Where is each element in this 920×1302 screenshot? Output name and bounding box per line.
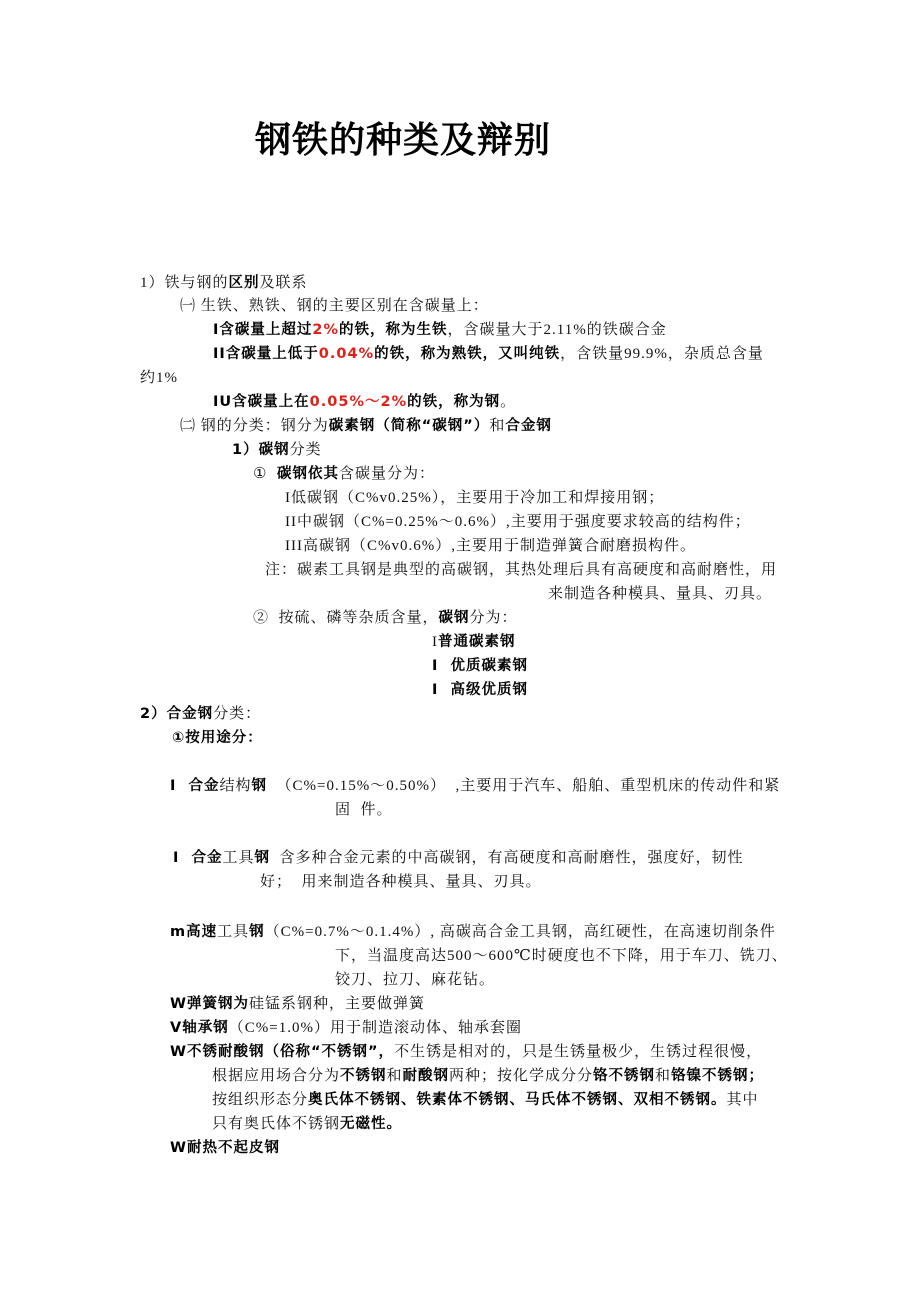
text-line xyxy=(170,922,776,942)
text-line xyxy=(140,704,261,724)
text-segment: ，含碳量大于2.11%的铁碳合金 xyxy=(447,322,667,338)
text-line xyxy=(170,1042,762,1062)
bold-text: ①按用途分： xyxy=(172,730,263,746)
document-title: 钢铁的种类及辩别 xyxy=(255,120,552,161)
bold-text: 的铁，称为钢 xyxy=(407,394,501,410)
bold-text: V轴承钢 xyxy=(170,1020,229,1036)
text-segment: 。 xyxy=(500,394,517,410)
text-segment: 工具 xyxy=(217,924,250,940)
text-segment: 含碳量分为： xyxy=(338,466,435,482)
bold-text: 普通碳素钢 xyxy=(438,634,516,650)
text-line xyxy=(213,320,667,340)
text-line xyxy=(253,464,435,484)
bold-text: 碳素钢（简称“碳钢”） xyxy=(328,418,490,434)
bold-text: W不锈耐酸钢（俗称“不锈钢”， xyxy=(170,1044,395,1060)
text-segment: I xyxy=(432,634,438,650)
bold-text: 无磁性。 xyxy=(340,1116,403,1132)
text-line xyxy=(335,970,495,990)
text-segment: 其中 xyxy=(726,1092,759,1108)
text-segment: 两种；按化学成分分 xyxy=(449,1068,594,1084)
bold-text: 钢 xyxy=(254,850,271,866)
text-segment: ② 按硫、磷等杂质含量， xyxy=(253,610,439,626)
bold-text: 碳钢 xyxy=(438,610,470,626)
text-segment: （C%=0.15%～0.50%） ,主要用于汽车、船舶、重型机床的传动件和紧 xyxy=(267,778,781,794)
text-segment: 和 xyxy=(386,1068,403,1084)
highlight-value: 0.04% xyxy=(318,346,375,362)
highlight-value: 2% xyxy=(312,322,340,338)
bold-text: 铬镍不锈钢； xyxy=(671,1068,765,1084)
text-segment: 下，当温度高达500～600℃时硬度也不下降，用于车刀、铣刀、 xyxy=(335,948,788,964)
text-line xyxy=(212,1114,402,1134)
text-segment: 注：碳素工具钢是典型的高碳钢，其热处理后具有高硬度和高耐磨性，用 xyxy=(265,562,778,578)
bold-text: 碳钢依其 xyxy=(276,466,339,482)
bold-text: 2）合金钢 xyxy=(140,706,214,722)
text-segment: 约1% xyxy=(140,370,178,386)
bold-text: 钢 xyxy=(249,924,265,940)
bold-text: 不锈钢 xyxy=(340,1068,387,1084)
text-line xyxy=(180,416,552,436)
highlight-value: 0.05%～2% xyxy=(309,394,408,410)
text-segment: 分为： xyxy=(469,610,518,626)
text-line xyxy=(285,512,751,532)
bold-text: II含碳量上低于 xyxy=(213,346,319,362)
text-segment: 工具 xyxy=(222,850,255,866)
text-segment: 根据应用场合分为 xyxy=(212,1068,341,1084)
text-line xyxy=(265,560,777,580)
bold-text: 合金钢 xyxy=(505,418,552,434)
text-segment: 不生锈是相对的，只是生锈量极少，生锈过程很慢， xyxy=(394,1044,763,1060)
text-line xyxy=(232,440,322,460)
text-segment: （C%=1.0%）用于制造滚动体、轴承套圈 xyxy=(228,1020,522,1036)
text-line xyxy=(432,632,516,652)
text-segment: ① xyxy=(253,466,277,482)
bold-text: 的铁，称为熟铁，又叫纯铁 xyxy=(374,346,561,362)
bold-text: W耐热不起皮钢 xyxy=(170,1140,280,1156)
bold-text: I含碳量上超过 xyxy=(213,322,313,338)
text-line xyxy=(335,800,393,820)
text-segment: II中碳钢（C%=0.25%～0.6%）,主要用于强度要求较高的结构件； xyxy=(285,514,751,530)
text-line xyxy=(260,872,542,892)
text-segment: 和 xyxy=(489,418,506,434)
text-line xyxy=(432,680,528,700)
text-segment: 铰刀、拉刀、麻花钻。 xyxy=(335,972,496,988)
text-segment: 只有奥氏体不锈钢 xyxy=(212,1116,341,1132)
text-segment: （C%=0.7%～0.1.4%）, 高碳高合金工具钢，高红硬性，在高速切削条件 xyxy=(264,924,776,940)
text-segment: 硅锰系钢种，主要做弹簧 xyxy=(249,996,426,1012)
text-line xyxy=(170,994,425,1014)
bold-text: 耐酸钢 xyxy=(402,1068,450,1084)
text-segment: 含多种合金元素的中高碳钢，有高硬度和高耐磨性，强度好，韧性 xyxy=(270,850,744,866)
text-line xyxy=(213,344,764,364)
bold-text: 钢 xyxy=(251,778,268,794)
bold-text: 奥氏体不锈钢、铁素体不锈钢、马氏体不锈钢、双相不锈钢。 xyxy=(308,1092,727,1108)
text-line xyxy=(180,296,489,316)
text-line xyxy=(213,392,516,412)
text-line xyxy=(253,608,518,628)
bold-text: I 合金 xyxy=(170,778,220,794)
text-segment: 来制造各种模具、量具、刃具。 xyxy=(548,586,773,602)
text-segment: I低碳钢（C%v0.25%），主要用于冷加工和焊接用钢； xyxy=(285,490,665,506)
text-segment: 按组织形态分 xyxy=(212,1092,309,1108)
text-segment: 及联系 xyxy=(259,275,308,291)
bold-text: IU含碳量上在 xyxy=(213,394,310,410)
text-line xyxy=(212,1066,764,1086)
text-line xyxy=(140,273,308,293)
text-line xyxy=(285,488,664,508)
bold-text: I 优质碳素钢 xyxy=(432,658,528,674)
text-line xyxy=(212,1090,759,1110)
bold-text: 的铁，称为生铁 xyxy=(339,322,448,338)
text-segment: ㈡ 钢的分类：钢分为 xyxy=(180,418,329,434)
text-line xyxy=(285,536,696,556)
text-segment: 1）铁与钢的 xyxy=(140,275,229,291)
text-line xyxy=(548,584,772,604)
text-line xyxy=(335,946,788,966)
text-line xyxy=(172,728,263,748)
bold-text: m高速 xyxy=(170,924,218,940)
bold-text: I 高级优质钢 xyxy=(432,682,528,698)
text-segment: 结构 xyxy=(219,778,252,794)
bold-text: 铬不锈钢 xyxy=(593,1068,656,1084)
text-segment: III高碳钢（C%v0.6%）,主要用于制造弹簧合耐磨损构件。 xyxy=(285,538,696,554)
text-segment: ㈠ 生铁、熟铁、钢的主要区别在含碳量上： xyxy=(180,298,489,314)
text-segment: 分类： xyxy=(213,706,262,722)
text-segment: 好； 用来制造各种模具、量具、刃具。 xyxy=(260,874,542,890)
text-line xyxy=(432,656,528,676)
text-line xyxy=(170,1018,522,1038)
text-line xyxy=(170,776,780,796)
text-segment: 分类 xyxy=(289,442,322,458)
text-segment: 和 xyxy=(655,1068,672,1084)
bold-text: I 合金 xyxy=(173,850,223,866)
bold-text: W弹簧钢为 xyxy=(170,996,249,1012)
bold-text: 1）碳钢 xyxy=(232,442,290,458)
text-line xyxy=(140,368,178,388)
text-segment: 固 件。 xyxy=(335,802,393,818)
text-line xyxy=(170,1138,280,1158)
text-segment: ，含铁量99.9%，杂质总含量 xyxy=(560,346,764,362)
text-line xyxy=(173,848,744,868)
bold-text: 区别 xyxy=(228,275,260,291)
